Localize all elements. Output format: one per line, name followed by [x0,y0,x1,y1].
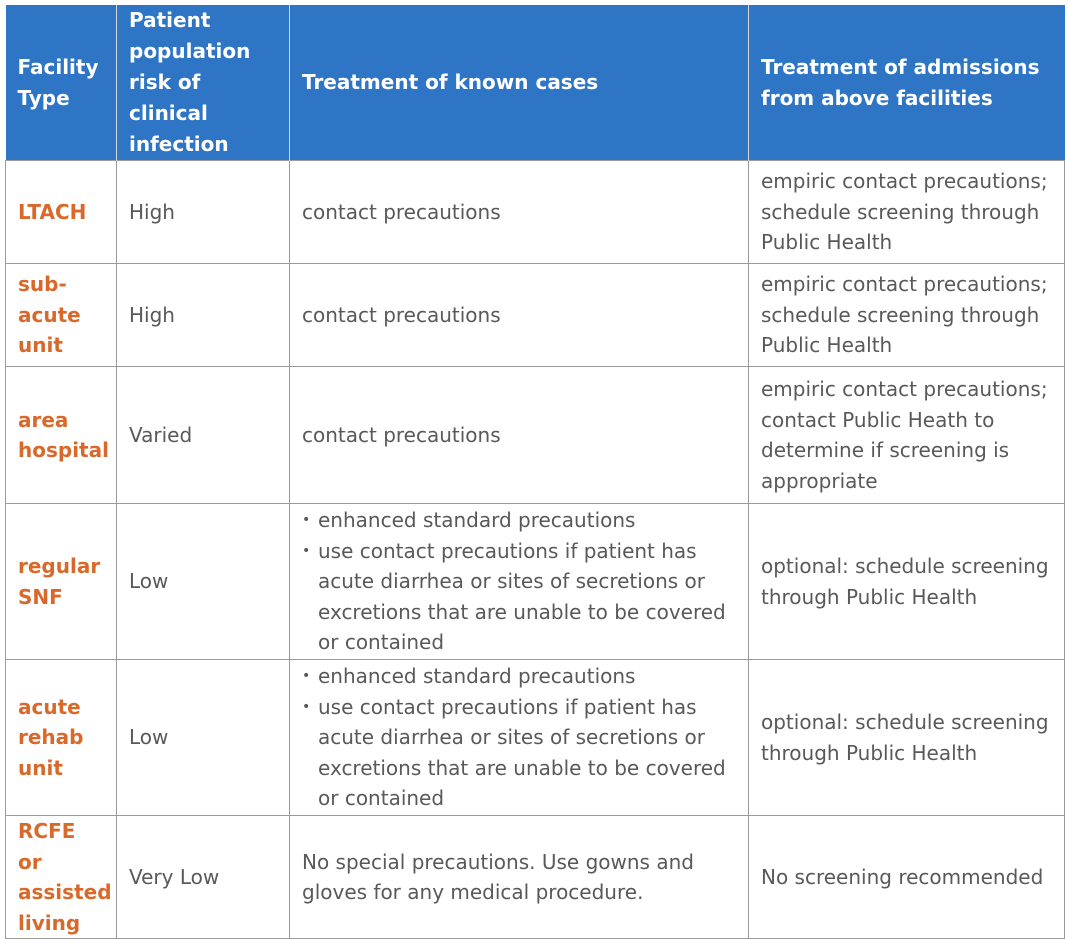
admissions-cell: empiric contact precautions; schedule screening through Public Health [749,264,1065,367]
list-item-text: enhanced standard precautions [318,508,636,533]
risk-cell: Low [117,660,290,816]
table-row [6,504,1065,660]
facility-cell: RCFE or assisted living [6,816,117,939]
risk-cell: High [117,161,290,264]
risk-cell: Varied [117,367,290,504]
list-item [302,661,736,692]
table-row [6,660,1065,816]
facility-cell: sub-acute unit [6,264,117,367]
admissions-cell: optional: schedule screening through Public Health [749,660,1065,816]
table-row [6,816,1065,939]
known-cases-cell [290,660,749,816]
admissions-cell: empiric contact precautions; contact Public Heath to determine if screening is appropriate [749,367,1065,504]
facility-cell: LTACH [6,161,117,264]
table-row [6,367,1065,504]
known-cases-cell: contact precautions [290,264,749,367]
bullet-icon: • [302,698,311,715]
admissions-cell: No screening recommended [749,816,1065,939]
list-item-text: use contact precautions if patient has acute diarrhea or sites of secretions or excretions that are unable to be covered or contained [318,538,726,655]
bullet-icon: • [302,668,311,685]
risk-cell: Very Low [117,816,290,939]
table-row [6,161,1065,264]
header-admissions: Treatment of admissions from above facilities [749,5,1065,161]
facility-cell: acute rehab unit [6,660,117,816]
risk-cell: High [117,264,290,367]
known-cases-cell [290,504,749,660]
header-risk: Patient population risk of clinical infection [117,5,290,161]
bullet-icon: • [302,512,311,529]
known-cases-cell: contact precautions [290,161,749,264]
bullet-icon: • [302,542,311,559]
list-item [302,692,736,814]
known-cases-list [302,661,736,814]
list-item [302,505,736,536]
table-header-row [6,5,1065,161]
known-cases-cell: No special precautions. Use gowns and gloves for any medical procedure. [290,816,749,939]
admissions-cell: optional: schedule screening through Public Health [749,504,1065,660]
facility-cell: regular SNF [6,504,117,660]
precautions-table [5,5,1065,939]
header-facility-type: Facility Type [6,5,117,161]
admissions-cell: empiric contact precautions; schedule screening through Public Health [749,161,1065,264]
table-row [6,264,1065,367]
risk-cell: Low [117,504,290,660]
list-item-text: enhanced standard precautions [318,664,636,689]
known-cases-cell: contact precautions [290,367,749,504]
list-item [302,536,736,658]
facility-cell: area hospital [6,367,117,504]
known-cases-list [302,505,736,658]
list-item-text: use contact precautions if patient has acute diarrhea or sites of secretions or excretions that are unable to be covered or contained [318,694,726,811]
header-known-cases: Treatment of known cases [290,5,749,161]
